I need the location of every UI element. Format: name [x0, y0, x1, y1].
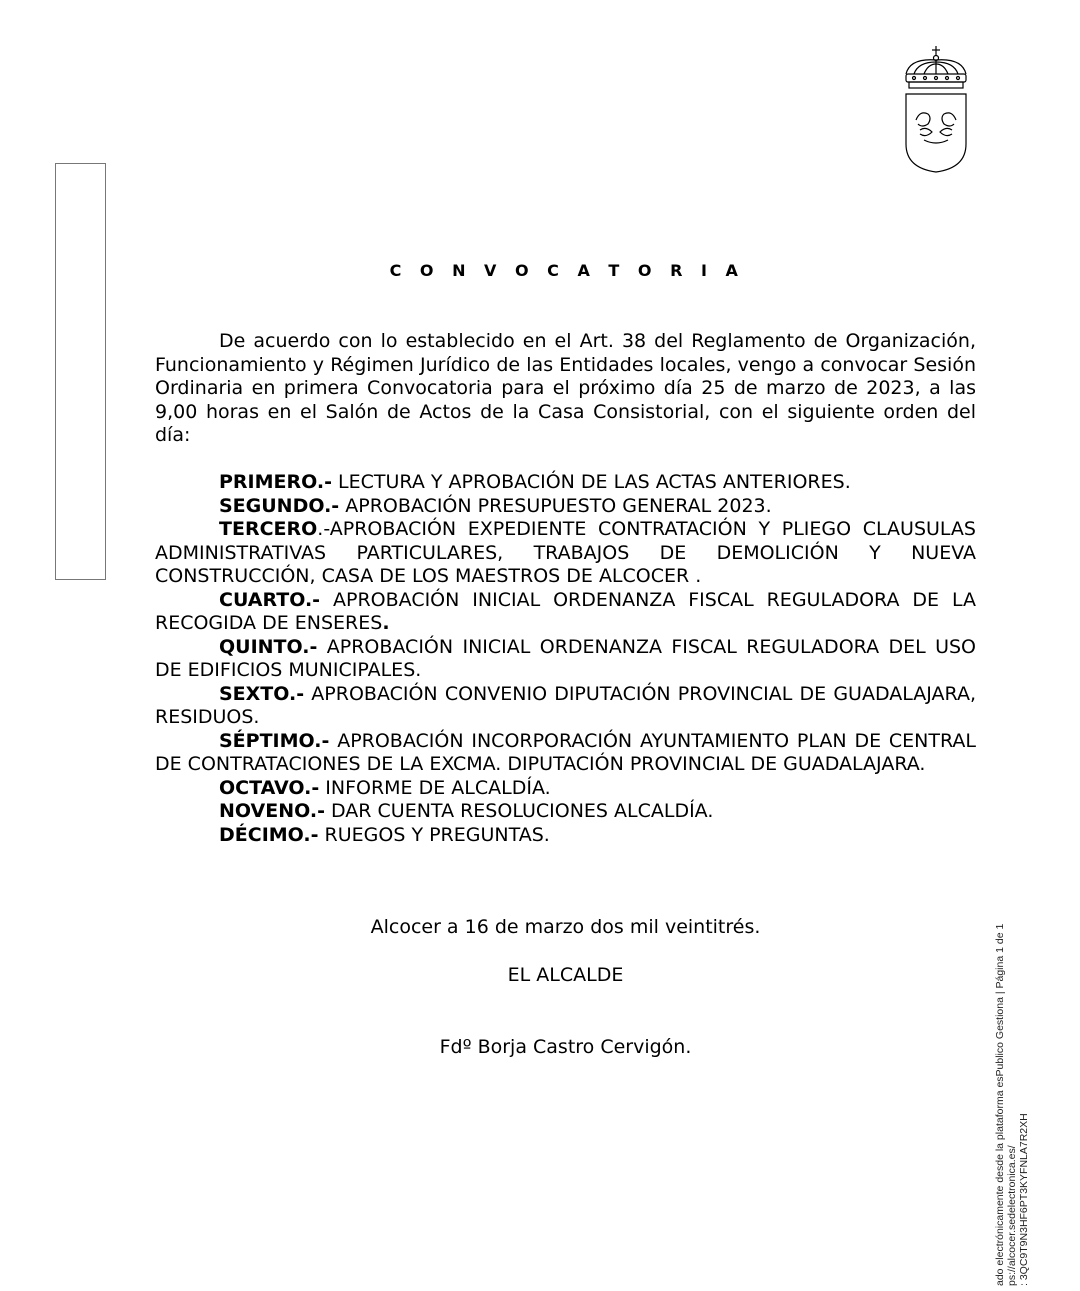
agenda-item	[155, 518, 976, 589]
agenda-item	[155, 589, 976, 636]
agenda-item	[155, 495, 976, 519]
agenda-text: LECTURA Y APROBACIÓN DE LAS ACTAS ANTERIORES.	[331, 471, 851, 493]
document-body	[155, 330, 976, 847]
agenda-label: DÉCIMO.-	[219, 823, 319, 846]
agenda-text: .-APROBACIÓN EXPEDIENTE CONTRATACIÓN Y PLIEGO CLAUSULAS ADMINISTRATIVAS PARTICULARES, TRABAJOS DE DEMOLICIÓN Y NUEVA CONSTRUCCIÓN, CASA DE LOS MAESTROS DE ALCOCER .	[155, 518, 976, 587]
electronic-signature-stamp	[994, 906, 1040, 1286]
agenda-item	[155, 636, 976, 683]
agenda-label: PRIMERO.-	[219, 471, 332, 493]
agenda-label: OCTAVO.-	[219, 776, 320, 799]
agenda-label: NOVENO.-	[219, 800, 325, 822]
agenda-text: APROBACIÓN PRESUPUESTO GENERAL 2023.	[339, 494, 772, 517]
agenda-text: RUEGOS Y PREGUNTAS.	[318, 823, 550, 846]
agenda-text: APROBACIÓN INCORPORACIÓN AYUNTAMIENTO PLAN DE CENTRAL DE CONTRATACIONES DE LA EXCMA. DIPUTACIÓN PROVINCIAL DE GUADALAJARA.	[155, 729, 976, 775]
intro-paragraph: De acuerdo con lo establecido en el Art. 38 del Reglamento de Organización, Funcionamiento y Régimen Jurídico de las Entidades locales, vengo a convocar Sesión Ordinaria en primera Convocatoria para el próximo día 25 de marzo de 2023, a las 9,00 horas en el Salón de Actos de la Casa Consistorial, con el siguiente orden del día:	[155, 330, 976, 446]
agenda-item	[155, 800, 976, 824]
agenda-text: INFORME DE ALCALDÍA.	[319, 776, 551, 799]
agenda-label: SEGUNDO.-	[219, 494, 340, 517]
place-date: Alcocer a 16 de marzo dos mil veintitrés.	[370, 916, 761, 938]
agenda-item	[155, 730, 976, 777]
agenda-label: TERCERO	[219, 518, 318, 540]
coat-of-arms-icon	[900, 44, 972, 174]
agenda-text: APROBACIÓN INICIAL ORDENANZA FISCAL REGULADORA DE LA RECOGIDA DE ENSERES	[155, 588, 976, 634]
stamp-line: ado electrónicamente desde la plataforma esPublico Gestiona | Página 1 de 1	[994, 923, 1006, 1286]
agenda-item	[155, 471, 976, 495]
agenda-label: SÉPTIMO.-	[219, 729, 330, 752]
agenda-tail: .	[382, 612, 390, 634]
document-title: C O N V O C A T O R I A	[389, 261, 745, 280]
agenda-item	[155, 777, 976, 801]
agenda-list	[155, 471, 976, 847]
agenda-text: DAR CUENTA RESOLUCIONES ALCALDÍA.	[324, 800, 714, 822]
agenda-item	[155, 824, 976, 848]
signatory-role: EL ALCALDE	[507, 964, 624, 986]
stamp-url: ps://alcocer.sedelectronica.es/	[1006, 1145, 1018, 1286]
agenda-label: CUARTO.-	[219, 588, 321, 611]
agenda-label: SEXTO.-	[219, 682, 305, 705]
stamp-code: : 3QC9T9N3HF6PT3KYFNLA7R2XH	[1018, 1113, 1030, 1286]
agenda-label: QUINTO.-	[219, 635, 318, 658]
signature-line: Fdº Borja Castro Cervigón.	[439, 1036, 692, 1058]
agenda-text: APROBACIÓN INICIAL ORDENANZA FISCAL REGULADORA DEL USO DE EDIFICIOS MUNICIPALES.	[155, 635, 976, 681]
margin-box	[55, 163, 106, 580]
agenda-text: APROBACIÓN CONVENIO DIPUTACIÓN PROVINCIAL DE GUADALAJARA, RESIDUOS.	[155, 682, 976, 728]
agenda-item	[155, 683, 976, 730]
